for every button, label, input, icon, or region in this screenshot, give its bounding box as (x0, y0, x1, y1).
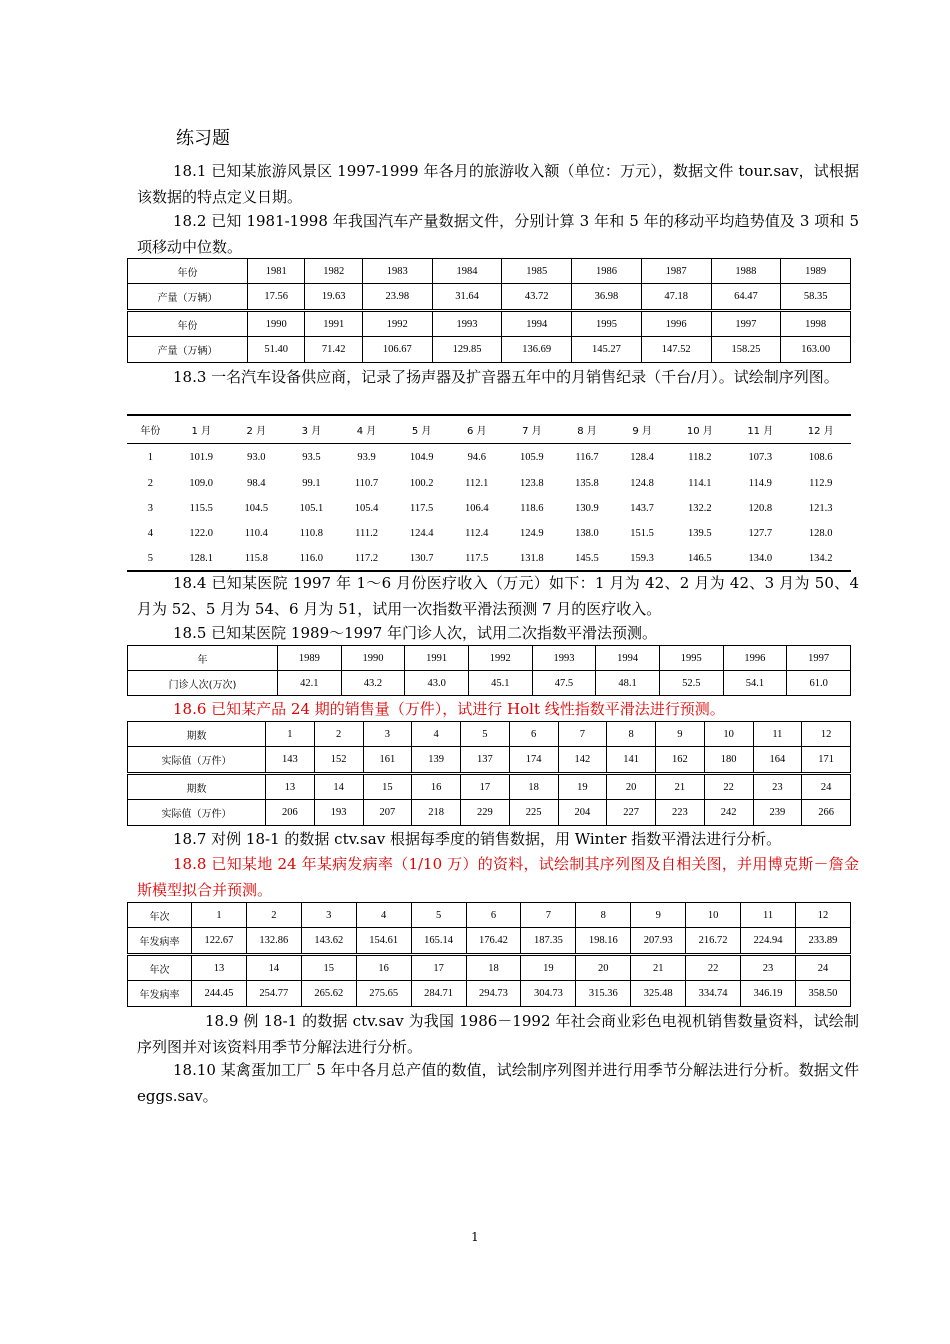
table-cell: 12 (795, 903, 850, 928)
table-cell: 1987 (641, 259, 711, 284)
table-cell: 163.00 (781, 337, 851, 363)
table-cell: 143 (266, 747, 315, 774)
table-cell: 124.8 (630, 478, 654, 489)
table-cell: 18 (466, 955, 521, 981)
table-cell: 100.2 (409, 478, 434, 489)
table-cell: 139.5 (688, 528, 712, 539)
table-row (128, 955, 851, 981)
table-cell: 325.48 (631, 981, 686, 1007)
table-cell: 207 (363, 800, 412, 826)
table-cell: 36.98 (572, 284, 642, 311)
table-cell: 242 (704, 800, 753, 826)
table-cell: 1992 (362, 311, 432, 337)
table-cell: 6 (466, 903, 521, 928)
exercise-18-10: 18.10 某禽蛋加工厂 5 年中各月总产值的数值，试绘制序列图并进行用季节分解法进行分析。数据文件 eggs.sav。 (137, 1061, 859, 1105)
row-label: 实际值（万件） (128, 747, 266, 774)
table-cell: 132.86 (246, 928, 301, 955)
table-cell: 284.71 (411, 981, 466, 1007)
page-title: 练习题 (176, 128, 230, 149)
column-header: 6 月 (449, 415, 504, 443)
exercise-18-5: 18.5 已知某医院 1989～1997 年门诊人次，试用二次指数平滑法预测。 (173, 624, 658, 642)
table-cell: 1996 (641, 311, 711, 337)
table-cell: 12 (802, 722, 851, 747)
table-cell: 174 (509, 747, 558, 774)
table-cell: 13 (192, 955, 247, 981)
table-cell: 71.42 (305, 337, 362, 363)
table-row (128, 311, 851, 337)
table-cell: 112.9 (809, 478, 833, 489)
table-cell: 134.0 (748, 552, 773, 564)
table-cell: 118.6 (520, 503, 544, 514)
table-cell: 2 (147, 478, 153, 489)
table-cell: 2 (246, 903, 301, 928)
table-cell: 43.72 (502, 284, 572, 311)
table-cell: 22 (704, 774, 753, 800)
product-sales-table (127, 721, 851, 826)
table-cell: 109.0 (189, 478, 214, 489)
row-label: 年 (128, 646, 278, 671)
table-row (128, 284, 851, 311)
table-cell: 23 (753, 774, 802, 800)
table-cell: 121.3 (808, 503, 833, 514)
table-cell: 1997 (787, 646, 851, 671)
table-cell: 110.7 (354, 478, 379, 489)
table-cell: 3 (301, 903, 356, 928)
table-cell: 123.8 (520, 478, 544, 489)
table-cell: 216.72 (686, 928, 741, 955)
row-label: 年份 (128, 311, 248, 337)
clinic-visits-table (127, 645, 851, 696)
exercise-18-1: 18.1 已知某旅游风景区 1997-1999 年各月的旅游收入额（单位：万元），数据文件 tour.sav，试根据该数据的特点定义日期。 (137, 162, 859, 206)
table-cell: 275.65 (356, 981, 411, 1007)
table-cell: 116.0 (299, 552, 324, 564)
table-row (128, 774, 851, 800)
row-label: 产量（万辆） (128, 337, 248, 363)
table-cell: 106.67 (362, 337, 432, 363)
table-cell: 124.9 (520, 528, 544, 539)
table-cell: 17 (411, 955, 466, 981)
table-cell: 16 (412, 774, 461, 800)
table-cell: 1991 (305, 311, 362, 337)
table-cell: 223 (656, 800, 705, 826)
table-cell: 104.5 (244, 503, 269, 514)
table-cell: 114.1 (688, 478, 712, 489)
table-row (128, 903, 851, 928)
table-row (128, 671, 851, 696)
table-header-row (127, 415, 851, 443)
table-cell: 266 (802, 800, 851, 826)
table-cell: 11 (753, 722, 802, 747)
row-label: 期数 (128, 722, 266, 747)
table-cell: 131.8 (520, 552, 544, 564)
table-cell: 8 (607, 722, 656, 747)
table-cell: 18 (509, 774, 558, 800)
table-cell: 142 (558, 747, 607, 774)
table-cell: 52.5 (659, 671, 723, 696)
exercise-18-3: 18.3 一名汽车设备供应商，记录了扬声器及扩音器五年中的月销售纪录（千台/月）。试绘制序列图。 (173, 368, 839, 386)
table-cell: 161 (363, 747, 412, 774)
table-cell: 120.8 (748, 503, 773, 514)
table-cell: 17.56 (248, 284, 305, 311)
table-cell: 43.2 (341, 671, 405, 696)
column-header: 12 月 (790, 415, 851, 443)
table-cell: 1 (266, 722, 315, 747)
page-number: 1 (471, 1230, 479, 1244)
column-header: 3 月 (284, 415, 339, 443)
table-cell: 1993 (432, 311, 502, 337)
table-cell: 104.9 (409, 451, 434, 463)
table-cell: 116.7 (575, 451, 599, 463)
table-cell: 1995 (572, 311, 642, 337)
table-cell: 118.2 (688, 451, 712, 463)
row-label: 年发病率 (128, 928, 192, 955)
table-cell: 16 (356, 955, 411, 981)
exercise-18-8: 18.8 已知某地 24 年某病发病率（1/10 万）的资料，试绘制其序列图及自相关图，并用博克斯－詹金斯模型拟合并预测。 (137, 855, 859, 899)
table-cell: 47.18 (641, 284, 711, 311)
table-cell: 130.9 (575, 503, 599, 514)
table-cell: 138.0 (575, 528, 599, 539)
table-cell: 10 (704, 722, 753, 747)
exercise-18-2: 18.2 已知 1981-1998 年我国汽车产量数据文件，分别计算 3 年和 5 年的移动平均趋势值及 3 项和 5 项移动中位数。 (137, 212, 859, 256)
table-cell: 110.4 (244, 528, 268, 539)
table-cell: 127.7 (748, 528, 773, 539)
table-cell: 3 (363, 722, 412, 747)
table-cell: 136.69 (502, 337, 572, 363)
column-header: 5 月 (394, 415, 449, 443)
table-cell: 165.14 (411, 928, 466, 955)
table-cell: 20 (607, 774, 656, 800)
table-row (128, 646, 851, 671)
table-cell: 110.8 (299, 528, 324, 539)
table-row (127, 443, 851, 471)
column-header: 8 月 (559, 415, 614, 443)
table-cell: 122.67 (192, 928, 247, 955)
table-cell: 1985 (502, 259, 572, 284)
table-cell: 1983 (362, 259, 432, 284)
table-cell: 1990 (248, 311, 305, 337)
table-row (128, 722, 851, 747)
table-cell: 10 (686, 903, 741, 928)
table-cell: 42.1 (278, 671, 342, 696)
column-header: 1 月 (174, 415, 229, 443)
row-label: 年次 (128, 903, 192, 928)
table-cell: 24 (795, 955, 850, 981)
table-cell: 176.42 (466, 928, 521, 955)
table-cell: 14 (246, 955, 301, 981)
table-cell: 105.1 (299, 503, 324, 514)
table-cell: 21 (631, 955, 686, 981)
table-cell: 187.35 (521, 928, 576, 955)
table-cell: 224.94 (741, 928, 796, 955)
table-cell: 8 (576, 903, 631, 928)
exercise-18-6: 18.6 已知某产品 24 期的销售量（万件），试进行 Holt 线性指数平滑法进行预测。 (173, 700, 725, 718)
table-cell: 1 (147, 451, 153, 463)
table-row (127, 546, 851, 571)
table-cell: 1988 (711, 259, 781, 284)
table-cell: 227 (607, 800, 656, 826)
column-header: 4 月 (339, 415, 394, 443)
disease-rate-table (127, 902, 851, 1007)
table-cell: 48.1 (596, 671, 660, 696)
table-row (128, 928, 851, 955)
table-cell: 1994 (596, 646, 660, 671)
table-cell: 23.98 (362, 284, 432, 311)
table-cell: 128.0 (808, 528, 833, 539)
table-cell: 1994 (502, 311, 572, 337)
table-cell: 128.1 (189, 552, 214, 564)
table-cell: 146.5 (688, 552, 712, 564)
car-output-table (127, 258, 851, 363)
table-row (128, 337, 851, 363)
table-cell: 19 (558, 774, 607, 800)
table-cell: 17 (461, 774, 510, 800)
table-cell: 4 (356, 903, 411, 928)
table-cell: 111.2 (355, 528, 378, 539)
table-cell: 122.0 (189, 528, 214, 539)
table-cell: 124.4 (409, 528, 434, 539)
table-cell: 101.9 (189, 451, 214, 463)
table-cell: 1998 (781, 311, 851, 337)
row-label: 年份 (128, 259, 248, 284)
table-cell: 51.40 (248, 337, 305, 363)
table-cell: 98.4 (247, 478, 266, 489)
table-cell: 137 (461, 747, 510, 774)
table-cell: 115.5 (189, 503, 213, 514)
table-cell: 2 (314, 722, 363, 747)
table-cell: 134.2 (808, 552, 833, 564)
table-row (127, 471, 851, 496)
table-cell: 9 (656, 722, 705, 747)
table-cell: 47.5 (532, 671, 596, 696)
table-cell: 7 (558, 722, 607, 747)
table-cell: 20 (576, 955, 631, 981)
table-cell: 112.1 (465, 478, 489, 489)
table-row (127, 496, 851, 521)
table-cell: 114.9 (748, 478, 772, 489)
table-cell: 218 (412, 800, 461, 826)
table-cell: 54.1 (723, 671, 787, 696)
table-cell: 117.5 (465, 552, 489, 564)
table-cell: 112.4 (465, 528, 489, 539)
row-label: 年次 (128, 955, 192, 981)
column-header: 2 月 (229, 415, 284, 443)
table-cell: 115.8 (244, 552, 268, 564)
table-row (128, 800, 851, 826)
table-cell: 15 (301, 955, 356, 981)
table-cell: 154.61 (356, 928, 411, 955)
table-cell: 22 (686, 955, 741, 981)
table-cell: 11 (741, 903, 796, 928)
exercise-18-9: 18.9 例 18-1 的数据 ctv.sav 为我国 1986－1992 年社会商业彩色电视机销售数量资料，试绘制序列图并对该资料用季节分解法进行分析。 (137, 1012, 859, 1056)
table-cell: 106.4 (464, 503, 489, 514)
table-cell: 94.6 (467, 451, 486, 463)
table-cell: 105.4 (354, 503, 379, 514)
table-cell: 105.9 (520, 451, 544, 463)
table-cell: 143.62 (301, 928, 356, 955)
table-cell: 315.36 (576, 981, 631, 1007)
row-label: 实际值（万件） (128, 800, 266, 826)
table-cell: 143.7 (630, 503, 654, 514)
table-cell: 58.35 (781, 284, 851, 311)
table-cell: 5 (147, 552, 153, 564)
table-cell: 4 (412, 722, 461, 747)
table-cell: 1989 (781, 259, 851, 284)
table-cell: 19 (521, 955, 576, 981)
table-cell: 64.47 (711, 284, 781, 311)
table-cell: 346.19 (741, 981, 796, 1007)
table-cell: 206 (266, 800, 315, 826)
table-cell: 132.2 (688, 503, 712, 514)
table-row (127, 521, 851, 546)
table-cell: 151.5 (630, 528, 654, 539)
table-cell: 1996 (723, 646, 787, 671)
table-cell: 204 (558, 800, 607, 826)
table-cell: 9 (631, 903, 686, 928)
table-cell: 244.45 (192, 981, 247, 1007)
table-cell: 1 (192, 903, 247, 928)
table-cell: 180 (704, 747, 753, 774)
table-cell: 135.8 (575, 478, 599, 489)
exercise-18-7: 18.7 对例 18-1 的数据 ctv.sav 根据每季度的销售数据，用 Winter 指数平滑法进行分析。 (173, 830, 782, 848)
table-cell: 13 (266, 774, 315, 800)
table-cell: 130.7 (409, 552, 434, 564)
table-cell: 3 (147, 503, 153, 514)
table-cell: 159.3 (630, 552, 654, 564)
table-cell: 21 (656, 774, 705, 800)
table-cell: 164 (753, 747, 802, 774)
table-cell: 5 (411, 903, 466, 928)
table-cell: 93.9 (357, 451, 376, 463)
speaker-sales-table (127, 414, 851, 572)
table-cell: 45.1 (468, 671, 532, 696)
table-cell: 1990 (341, 646, 405, 671)
column-header: 10 月 (670, 415, 730, 443)
row-label: 门诊人次(万次) (128, 671, 278, 696)
table-cell: 171 (802, 747, 851, 774)
table-cell: 1995 (659, 646, 723, 671)
table-cell: 265.62 (301, 981, 356, 1007)
table-cell: 358.50 (795, 981, 850, 1007)
table-cell: 31.64 (432, 284, 502, 311)
table-cell: 93.0 (247, 451, 266, 463)
table-cell: 128.4 (630, 451, 654, 463)
table-cell: 1991 (405, 646, 469, 671)
column-header: 11 月 (730, 415, 790, 443)
exercise-18-4: 18.4 已知某医院 1997 年 1～6 月份医疗收入（万元）如下：1 月为 42、2 月为 42、3 月为 50、4 月为 52、5 月为 54、6 月为 51，试用一次指数平滑法预测 7 月的医疗收入。 (137, 574, 859, 618)
table-cell: 43.0 (405, 671, 469, 696)
table-cell: 233.89 (795, 928, 850, 955)
table-cell: 1982 (305, 259, 362, 284)
table-cell: 19.63 (305, 284, 362, 311)
table-cell: 15 (363, 774, 412, 800)
column-header: 年份 (127, 415, 174, 443)
row-label: 期数 (128, 774, 266, 800)
table-cell: 229 (461, 800, 510, 826)
table-cell: 207.93 (631, 928, 686, 955)
table-cell: 1981 (248, 259, 305, 284)
table-cell: 162 (656, 747, 705, 774)
table-cell: 1997 (711, 311, 781, 337)
table-cell: 334.74 (686, 981, 741, 1007)
table-row (128, 747, 851, 774)
table-cell: 139 (412, 747, 461, 774)
table-cell: 1986 (572, 259, 642, 284)
table-cell: 129.85 (432, 337, 502, 363)
table-cell: 294.73 (466, 981, 521, 1007)
table-cell: 141 (607, 747, 656, 774)
table-cell: 1993 (532, 646, 596, 671)
table-cell: 99.1 (302, 478, 321, 489)
table-cell: 5 (461, 722, 510, 747)
table-cell: 24 (802, 774, 851, 800)
table-cell: 147.52 (641, 337, 711, 363)
row-label: 年发病率 (128, 981, 192, 1007)
table-cell: 254.77 (246, 981, 301, 1007)
table-cell: 4 (147, 528, 153, 539)
table-cell: 239 (753, 800, 802, 826)
table-cell: 7 (521, 903, 576, 928)
table-cell: 6 (509, 722, 558, 747)
table-cell: 198.16 (576, 928, 631, 955)
table-cell: 158.25 (711, 337, 781, 363)
table-cell: 108.6 (808, 451, 833, 463)
table-cell: 107.3 (748, 451, 773, 463)
table-cell: 1992 (468, 646, 532, 671)
table-cell: 145.27 (572, 337, 642, 363)
column-header: 7 月 (504, 415, 559, 443)
table-row (128, 981, 851, 1007)
table-cell: 1989 (278, 646, 342, 671)
table-cell: 193 (314, 800, 363, 826)
table-cell: 117.5 (410, 503, 434, 514)
table-cell: 23 (741, 955, 796, 981)
column-header: 9 月 (615, 415, 670, 443)
table-cell: 61.0 (787, 671, 851, 696)
table-cell: 225 (509, 800, 558, 826)
table-cell: 93.5 (302, 451, 321, 463)
table-cell: 304.73 (521, 981, 576, 1007)
table-cell: 145.5 (575, 552, 599, 564)
table-cell: 152 (314, 747, 363, 774)
table-cell: 117.2 (354, 552, 379, 564)
table-row (128, 259, 851, 284)
table-cell: 14 (314, 774, 363, 800)
row-label: 产量（万辆） (128, 284, 248, 311)
table-cell: 1984 (432, 259, 502, 284)
